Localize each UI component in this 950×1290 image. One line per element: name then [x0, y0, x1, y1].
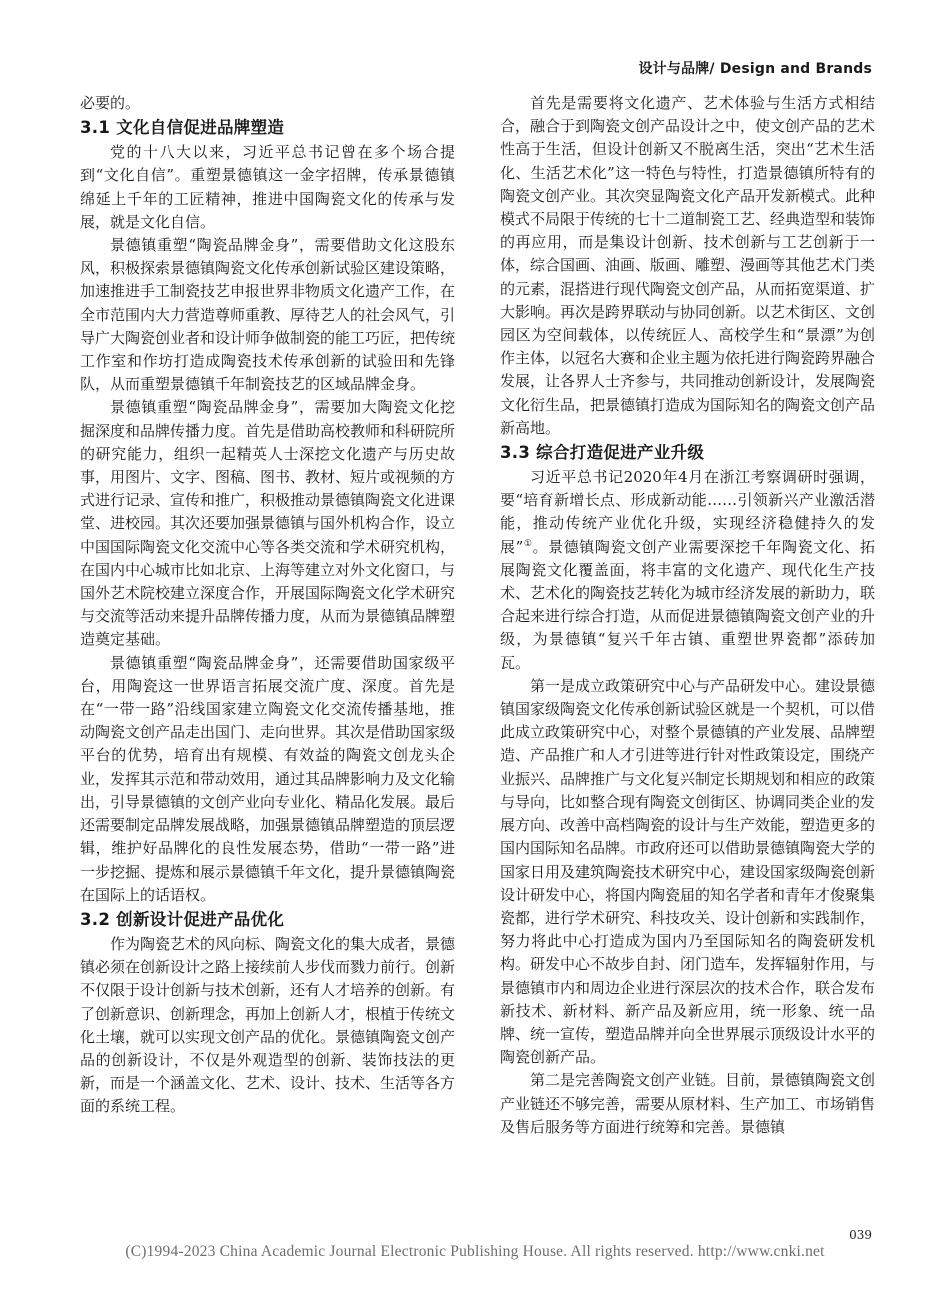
- paragraph: 首先是需要将文化遗产、艺术体验与生活方式相结合，融合于到陶瓷文创产品设计之中，使文创产品的艺术性高于生活，但设计创新又不脱离生活，突出“艺术生活化、生活艺术化”这一特色与特性，打造景德镇所特有的陶瓷文创产业。其次突显陶瓷文化产品开发新模式。此种模式不局限于传统的七十二道制瓷工艺、经典造型和装饰的再应用，而是集设计创新、技术创新与工艺创新于一体，综合国画、油画、版画、雕塑、漫画等其他艺术门类的元素，混搭进行现代陶瓷文创产品，从而拓宽渠道、扩大影响。再次是跨界联动与协同创新。以艺术街区、文创园区为空间载体，以传统匠人、高校学生和“景漂”为创作主体，以冠名大赛和企业主题为依托进行陶瓷跨界融合发展，让各界人士齐参与，共同推动创新设计，发展陶瓷文化衍生品，把景德镇打造成为国际知名的陶瓷文创产品新高地。: [500, 94, 876, 437]
- copyright-footer: (C)1994-2023 China Academic Journal Electronic Publishing House. All rights reserved. http://www.cnki.net: [125, 1243, 825, 1260]
- paragraph: 党的十八大以来，习近平总书记曾在多个场合提到“文化自信”。重塑景德镇这一金字招牌，传承景德镇绵延上千年的工匠精神，推进中国陶瓷文化的传承与发展，就是文化自信。: [80, 143, 455, 231]
- paragraph-text: 习近平总书记2020年4月在浙江考察调研时强调，要“培育新增长点、形成新动能……引领新兴产业激活潜能，推动传统产业优化升级，实现经济稳健持久的发展”: [500, 468, 875, 556]
- section-heading-3-1: 3.1 文化自信促进品牌塑造: [80, 118, 285, 138]
- left-column: [80, 92, 455, 1119]
- paragraph: 必要的。: [80, 94, 141, 112]
- paragraph: 景德镇重塑“陶瓷品牌金身”，需要加大陶瓷文化挖掘深度和品牌传播力度。首先是借助高校教师和科研院所的研究能力，组织一起精英人士深挖文化遗产与历史故事，用图片、文字、图稿、图书、教材、短片或视频的方式进行记录、宣传和推广，积极推动景德镇陶瓷文化进课堂、进校园。其次还要加强景德镇与国外机构合作，设立中国国际陶瓷文化交流中心等各类交流和学术研究机构，在国内中心城市比如北京、上海等建立对外文化窗口，与国外艺术院校建立深度合作，开展国际陶瓷文化学术研究与交流等活动来提升品牌传播力度，从而为景德镇品牌塑造奠定基础。: [80, 398, 456, 649]
- section-heading-3-2: 3.2 创新设计促进产品优化: [80, 909, 285, 929]
- paragraph: 第一是成立政策研究中心与产品研发中心。建设景德镇国家级陶瓷文化传承创新试验区就是一个契机，可以借此成立政策研究中心，对整个景德镇的产业发展、品牌塑造、产品推广和人才引进等进行针对性政策设定，围绕产业振兴、品牌推广与文化复兴制定长期规划和相应的政策与导向，比如整合现有陶瓷文创街区、协调同类企业的发展方向、改善中高档陶瓷的设计与生产效能，塑造更多的国内国际知名品牌。市政府还可以借助景德镇陶瓷大学的国家日用及建筑陶瓷技术研究中心，建设国家级陶瓷创新设计研发中心，将国内陶瓷届的知名学者和青年才俊聚集瓷都，进行学术研究、科技攻关、设计创新和实践制作，努力将此中心打造成为国内乃至国际知名的陶瓷研发机构。研发中心不故步自封、闭门造车，发挥辐射作用，与景德镇市内和周边企业进行深层次的技术合作，联合发布新技术、新材料、新产品及新应用，统一形象、统一品牌、统一宣传，塑造品牌并向全世界展示顶级设计水平的陶瓷创新产品。: [500, 676, 876, 1067]
- paragraph: 景德镇重塑“陶瓷品牌金身”，需要借助文化这股东风，积极探索景德镇陶瓷文化传承创新试验区建设策略，加速推进手工制瓷技艺申报世界非物质文化遗产工作，在全市范围内大力营造尊师重教、厚待艺人的社会风气，引导广大陶瓷创业者和设计师争做制瓷的能工巧匠，把传统工作室和作坊打造成陶瓷技术传承创新的试验田和先锋队，从而重塑景德镇千年制瓷技艺的区域品牌金身。: [80, 236, 456, 394]
- paragraph: 第二是完善陶瓷文创产业链。目前，景德镇陶瓷文创产业链还不够完善，需要从原材料、生产加工、市场销售及售后服务等方面进行统筹和完善。景德镇: [500, 1071, 876, 1136]
- section-heading-3-3: 3.3 综合打造促进产业升级: [500, 443, 705, 463]
- paragraph: 作为陶瓷艺术的风向标、陶瓷文化的集大成者，景德镇必须在创新设计之路上接续前人步伐而戮力前行。创新不仅限于设计创新与技术创新，还有人才培养的创新。有了创新意识、创新理念，再加上创新人才，根植于传统文化土壤，就可以实现文创产品的优化。景德镇陶瓷文创产品的创新设计，不仅是外观造型的创新、装饰技法的更新，而是一个涵盖文化、艺术、设计、技术、生活等各方面的系统工程。: [80, 934, 456, 1116]
- paragraph-text: 。景德镇陶瓷文创产业需要深挖千年陶瓷文化、拓展陶瓷文化覆盖面，将丰富的文化遗产、现代化生产技术、艺术化的陶瓷技艺转化为城市经济发展的新助力，联合起来进行综合打造，从而促进景德镇陶瓷文创产业的升级，为景德镇“复兴千年古镇、重塑世界瓷都”添砖加瓦。: [500, 537, 876, 672]
- paragraph: 景德镇重塑“陶瓷品牌金身”，还需要借助国家级平台，用陶瓷这一世界语言拓展交流广度、深度。首先是在“一带一路”沿线国家建立陶瓷文化交流传播基地，推动陶瓷文创产品走出国门、走向世界。其次是借助国家级平台的优势，培育出有规模、有效益的陶瓷文创龙头企业，发挥其示范和带动效用，通过其品牌影响力及文化输出，引导景德镇的文创产业向专业化、精品化发展。最后还需要制定品牌发展战略，加强景德镇品牌塑造的顶层逻辑，维护好品牌化的良性发展态势，借助“一带一路”进一步挖掘、提炼和展示景德镇千年文化，提升景德镇陶瓷在国际上的话语权。: [80, 653, 456, 904]
- page-number: 039: [849, 1228, 872, 1242]
- right-column: [500, 92, 875, 1139]
- running-header: 设计与品牌/ Design and Brands: [638, 61, 872, 77]
- footnote-marker[interactable]: ①: [523, 538, 533, 549]
- paragraph-with-footnote: [500, 466, 875, 675]
